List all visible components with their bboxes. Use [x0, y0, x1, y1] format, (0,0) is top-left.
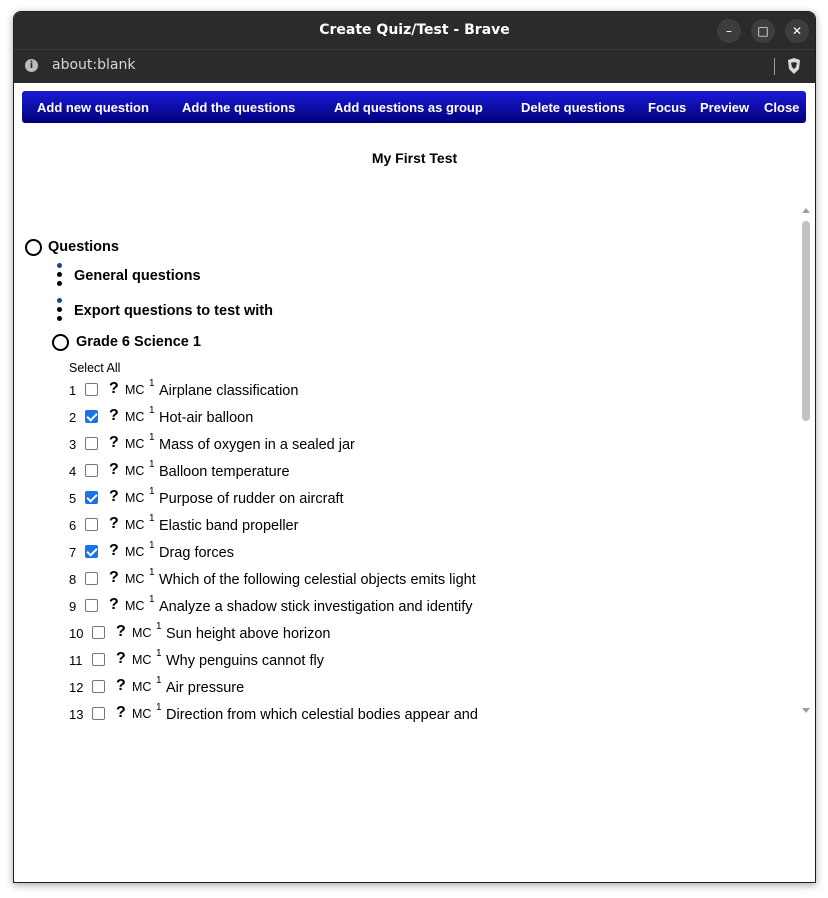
- question-number: 6: [69, 518, 77, 533]
- question-type: MC: [132, 626, 152, 640]
- question-checkbox[interactable]: [85, 491, 98, 504]
- question-row: [14, 650, 714, 672]
- question-text[interactable]: Why penguins cannot fly: [166, 653, 324, 669]
- preview-button[interactable]: Preview: [700, 100, 750, 115]
- question-text[interactable]: Drag forces: [159, 545, 234, 561]
- info-icon[interactable]: i: [25, 59, 38, 72]
- question-checkbox[interactable]: [92, 707, 105, 720]
- question-type: MC: [125, 491, 145, 505]
- question-points: 1: [149, 513, 155, 524]
- question-number: 12: [69, 680, 84, 695]
- question-mark-icon[interactable]: ?: [116, 704, 126, 721]
- add-the-questions-button[interactable]: Add the questions: [182, 100, 296, 115]
- question-type: MC: [125, 383, 145, 397]
- question-type: MC: [132, 680, 152, 694]
- question-number: 10: [69, 626, 84, 641]
- question-row: [14, 542, 714, 564]
- question-number: 1: [69, 383, 77, 398]
- question-mark-icon[interactable]: ?: [109, 461, 119, 478]
- circle-icon[interactable]: [25, 239, 42, 256]
- divider: [774, 58, 775, 75]
- scrollbar[interactable]: [797, 203, 811, 723]
- question-row: [14, 596, 714, 618]
- action-toolbar: [22, 91, 806, 123]
- question-checkbox[interactable]: [92, 680, 105, 693]
- question-text[interactable]: Purpose of rudder on aircraft: [159, 491, 344, 507]
- question-row: [14, 461, 714, 483]
- minimize-icon[interactable]: –: [717, 19, 741, 43]
- question-points: 1: [149, 432, 155, 443]
- question-number: 11: [69, 653, 83, 668]
- question-mark-icon[interactable]: ?: [116, 650, 126, 667]
- question-mark-icon[interactable]: ?: [116, 623, 126, 640]
- question-checkbox[interactable]: [85, 572, 98, 585]
- question-text[interactable]: Which of the following celestial objects emits light: [159, 572, 476, 588]
- question-number: 8: [69, 572, 77, 587]
- question-number: 3: [69, 437, 77, 452]
- tree-general-label[interactable]: General questions: [74, 268, 201, 284]
- question-checkbox[interactable]: [85, 437, 98, 450]
- question-checkbox[interactable]: [85, 599, 98, 612]
- question-text[interactable]: Mass of oxygen in a sealed jar: [159, 437, 355, 453]
- browser-window: [13, 11, 816, 883]
- question-row: [14, 434, 714, 456]
- question-checkbox[interactable]: [85, 383, 98, 396]
- question-text[interactable]: Airplane classification: [159, 383, 299, 399]
- maximize-icon[interactable]: □: [751, 19, 775, 43]
- question-number: 4: [69, 464, 77, 479]
- drag-dots-icon[interactable]: [56, 298, 62, 324]
- question-points: 1: [156, 702, 162, 713]
- question-tree: [14, 213, 804, 723]
- question-row: [14, 569, 714, 591]
- address-bar: [14, 49, 815, 83]
- question-row: [14, 380, 714, 402]
- question-number: 5: [69, 491, 77, 506]
- question-points: 1: [149, 486, 155, 497]
- question-number: 2: [69, 410, 77, 425]
- drag-dots-icon[interactable]: [56, 263, 62, 289]
- question-type: MC: [125, 410, 145, 424]
- select-all-link[interactable]: Select All: [69, 361, 121, 375]
- question-points: 1: [149, 405, 155, 416]
- add-new-question-button[interactable]: Add new question: [37, 100, 149, 115]
- question-text[interactable]: Analyze a shadow stick investigation and identify: [159, 599, 473, 615]
- question-number: 13: [69, 707, 84, 722]
- question-row: [14, 677, 714, 699]
- delete-questions-button[interactable]: Delete questions: [521, 100, 626, 115]
- question-points: 1: [149, 378, 155, 389]
- question-row: [14, 704, 714, 723]
- test-title: My First Test: [371, 150, 458, 166]
- question-type: MC: [125, 437, 145, 451]
- question-type: MC: [132, 707, 152, 721]
- question-mark-icon[interactable]: ?: [109, 569, 119, 586]
- question-row: [14, 407, 714, 429]
- url-field[interactable]: about:blank: [52, 57, 136, 73]
- question-mark-icon[interactable]: ?: [109, 515, 119, 532]
- question-type: MC: [125, 572, 145, 586]
- question-points: 1: [156, 675, 162, 686]
- scroll-down-icon[interactable]: [802, 708, 810, 713]
- question-mark-icon[interactable]: ?: [109, 488, 119, 505]
- tree-group-label[interactable]: Grade 6 Science 1: [76, 334, 201, 350]
- question-text[interactable]: Direction from which celestial bodies appear and: [166, 707, 478, 723]
- page-content: [14, 83, 815, 882]
- question-checkbox[interactable]: [92, 626, 105, 639]
- focus-button[interactable]: Focus: [648, 100, 687, 115]
- question-row: [14, 515, 714, 537]
- question-text[interactable]: Hot-air balloon: [159, 410, 254, 426]
- add-questions-as-group-button[interactable]: Add questions as group: [334, 100, 483, 115]
- question-checkbox[interactable]: [85, 545, 98, 558]
- question-text[interactable]: Air pressure: [166, 680, 245, 696]
- circle-icon[interactable]: [52, 334, 69, 351]
- question-checkbox[interactable]: [85, 464, 98, 477]
- question-points: 1: [149, 459, 155, 470]
- question-points: 1: [149, 567, 155, 578]
- question-row: [14, 623, 714, 645]
- question-mark-icon[interactable]: ?: [116, 677, 126, 694]
- question-mark-icon[interactable]: ?: [109, 596, 119, 613]
- question-number: 7: [69, 545, 77, 560]
- close-icon[interactable]: ✕: [785, 19, 809, 43]
- question-type: MC: [125, 464, 145, 478]
- tree-root-label[interactable]: Questions: [48, 239, 119, 255]
- question-type: MC: [125, 599, 145, 613]
- question-mark-icon[interactable]: ?: [109, 542, 119, 559]
- close-button[interactable]: Close: [764, 100, 800, 115]
- title-bar: [14, 12, 815, 49]
- question-points: 1: [149, 594, 155, 605]
- question-text[interactable]: Sun height above horizon: [166, 626, 331, 642]
- question-type: MC: [125, 545, 145, 559]
- question-points: 1: [156, 648, 162, 659]
- scrollbar-thumb[interactable]: [802, 221, 810, 421]
- question-row: [14, 488, 714, 510]
- window-title: Create Quiz/Test - Brave: [319, 22, 510, 38]
- question-text[interactable]: Balloon temperature: [159, 464, 290, 480]
- question-points: 1: [149, 540, 155, 551]
- tree-export-label[interactable]: Export questions to test with: [74, 303, 273, 319]
- question-type: MC: [125, 518, 145, 532]
- scroll-up-icon[interactable]: [802, 208, 810, 213]
- question-checkbox[interactable]: [85, 518, 98, 531]
- question-checkbox[interactable]: [85, 410, 98, 423]
- brave-shield-icon[interactable]: [786, 57, 802, 75]
- question-mark-icon[interactable]: ?: [109, 434, 119, 451]
- question-number: 9: [69, 599, 77, 614]
- question-points: 1: [156, 621, 162, 632]
- question-type: MC: [132, 653, 152, 667]
- question-mark-icon[interactable]: ?: [109, 407, 119, 424]
- question-checkbox[interactable]: [92, 653, 105, 666]
- question-text[interactable]: Elastic band propeller: [159, 518, 299, 534]
- question-mark-icon[interactable]: ?: [109, 380, 119, 397]
